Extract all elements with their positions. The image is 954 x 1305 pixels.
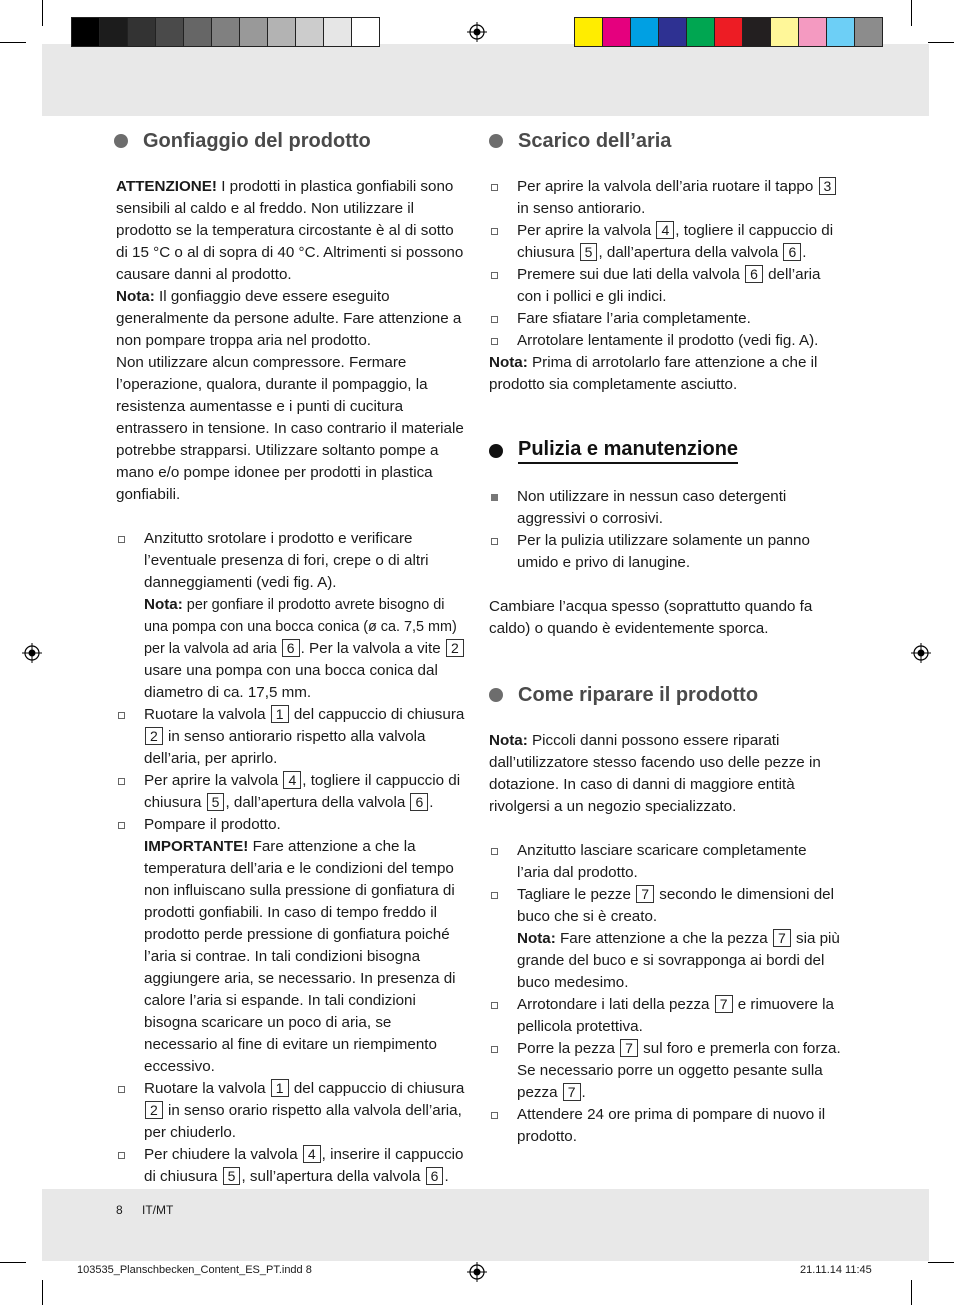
note-paragraph: Nota: Piccoli danni possono essere riparati dall’utilizzatore stesso facendo uso delle pezze in dotazione. In caso di danni di maggiore entità rivolgersi a un negozio specializzato. [489,732,821,815]
warning-paragraph: ATTENZIONE! I prodotti in plastica gonfiabili sono sensibili al caldo e al freddo. Non utilizzare il prodotto se la temperatura circostante è al di sotto di 15 °C o al di sopra di 40 °C. Altrimenti si possono causare danni al prodotto. [116,178,464,283]
bullet-dot-icon [489,688,503,702]
color-swatch [742,17,770,47]
color-swatch [770,17,798,47]
color-swatch [267,17,295,47]
slug-date: 21.11.14 11:45 [800,1264,872,1276]
footer-band [42,1189,929,1261]
bullet-dot-icon [114,134,128,148]
list-item: Per chiudere la valvola 4 , inserire il cappuccio di chiusura 5 , sull’apertura della valvola 6 . [116,1144,466,1188]
part-number: 3 [819,177,837,195]
checkbox-bullet-icon [118,536,125,543]
part-number: 5 [580,243,598,261]
part-number: 4 [283,771,301,789]
part-number: 6 [282,639,300,657]
list-item: Anzitutto lasciare scaricare completamente l’aria dal prodotto. [489,840,841,884]
part-number: 7 [620,1039,638,1057]
checkbox-bullet-icon [491,848,498,855]
page-number: 8 [116,1203,123,1217]
checkbox-bullet-icon [118,822,125,829]
list-item: Attendere 24 ore prima di pompare di nuovo il prodotto. [489,1104,841,1148]
right-column [489,126,841,1148]
list-item: Per aprire la valvola 4 , togliere il cappuccio di chiusura 5 , dall’apertura della valvola 6 . [489,220,841,264]
list-item: Arrotolare lentamente il prodotto (vedi fig. A). [489,330,841,352]
checkbox-bullet-icon [491,228,498,235]
part-number: 6 [783,243,801,261]
part-number: 1 [271,1079,289,1097]
crop-mark [911,0,912,26]
list-item: Non utilizzare in nessun caso detergenti aggressivi o corrosivi. [489,486,841,530]
color-swatch [239,17,267,47]
part-number: 2 [446,639,464,657]
deflation-steps-list [489,176,841,352]
part-number: 2 [145,727,163,745]
part-number: 2 [145,1101,163,1119]
color-swatch [127,17,155,47]
part-number: 5 [207,793,225,811]
cleaning-list [489,486,841,574]
color-swatch [211,17,239,47]
list-item: Per la pulizia utilizzare solamente un panno umido e privo di lanugine. [489,530,841,574]
checkbox-bullet-icon [118,1086,125,1093]
checkbox-bullet-icon [491,184,498,191]
color-swatch [155,17,183,47]
color-swatch [351,17,380,47]
list-item: Ruotare la valvola 1 del cappuccio di chiusura 2 in senso orario rispetto alla valvola dell’aria, per chiuderlo. [116,1078,466,1144]
color-swatch [574,17,602,47]
square-bullet-icon [491,494,498,501]
crop-mark [0,1262,26,1263]
list-item: Porre la pezza 7 sul foro e premerla con forza. Se necessario porre un oggetto pesante sulla pezza 7 . [489,1038,841,1104]
checkbox-bullet-icon [118,1152,125,1159]
registration-mark-icon [911,643,931,663]
note-paragraph: Nota: Prima di arrotolarlo fare attenzione a che il prodotto sia completamente asciutto. [489,354,818,393]
color-swatch [798,17,826,47]
part-number: 6 [410,793,428,811]
color-swatch [323,17,351,47]
bullet-dot-icon [489,444,503,458]
checkbox-bullet-icon [491,1002,498,1009]
list-item: Anzitutto srotolare i prodotto e verificare l’eventuale presenza di fori, crepe o di altri danneggiamenti (vedi fig. A). Nota: per gonfiare il prodotto avrete bisogno di una pompa con una bocca conica (ø ca. 7,5 mm) per la valvola ad aria 6 . Per la valvola a vite 2 usare una pompa con una bocca conica dal diametro di ca. 17,5 mm. [116,528,466,704]
section-heading-scarico: Scarico dell’aria [489,126,841,156]
list-item: Per aprire la valvola 4 , togliere il cappuccio di chiusura 5 , dall’apertura della valvola 6 . [116,770,466,814]
color-swatch [686,17,714,47]
part-number: 7 [563,1083,581,1101]
checkbox-bullet-icon [491,338,498,345]
color-swatch [714,17,742,47]
header-band [42,44,929,116]
list-item: Premere sui due lati della valvola 6 dell’aria con i pollici e gli indici. [489,264,841,308]
list-item: Per aprire la valvola dell’aria ruotare il tappo 3 in senso antiorario. [489,176,841,220]
part-number: 7 [715,995,733,1013]
list-item: Pompare il prodotto. IMPORTANTE! Fare attenzione a che la temperatura dell’aria e le condizioni del tempo non influiscano sulla pressione di gonfiatura di prodotti gonfiabili. In caso di tempo freddo il prodotto perde pressione di gonfiatura poiché l’aria si contrae. In tali condizioni bisogna aggiungere aria, se necessario. In presenza di calore l’aria si espande. In tali condizioni bisogna scaricare un poco di aria, se necessario al fine di evitare un riempimento eccessivo. [116,814,466,1078]
crop-mark [911,1280,912,1305]
crop-mark [42,0,43,26]
registration-mark-icon [467,1262,487,1282]
part-number: 4 [303,1145,321,1163]
checkbox-bullet-icon [491,892,498,899]
color-swatch [295,17,323,47]
slug-filename: 103535_Planschbecken_Content_ES_PT.indd 8 [77,1264,312,1276]
color-swatch [658,17,686,47]
section-heading-riparare: Come riparare il prodotto [489,680,841,710]
process-color-bar [574,17,883,47]
language-code: IT/MT [142,1203,174,1217]
registration-mark-icon [467,22,487,42]
list-item: Arrotondare i lati della pezza 7 e rimuovere la pellicola protettiva. [489,994,841,1038]
water-paragraph: Cambiare l’acqua spesso (soprattutto quando fa caldo) o quando è evidentemente sporca. [489,598,813,637]
part-number: 1 [271,705,289,723]
part-number: 4 [656,221,674,239]
inflation-steps-list [116,528,466,1188]
color-swatch [183,17,211,47]
section-heading-pulizia: Pulizia e manutenzione [489,436,841,466]
checkbox-bullet-icon [118,712,125,719]
color-swatch [826,17,854,47]
bullet-dot-icon [489,134,503,148]
crop-mark [928,1262,954,1263]
checkbox-bullet-icon [491,1112,498,1119]
color-swatch [630,17,658,47]
checkbox-bullet-icon [491,316,498,323]
list-item: Ruotare la valvola 1 del cappuccio di chiusura 2 in senso antiorario rispetto alla valvola dell’aria, per aprirlo. [116,704,466,770]
left-column [116,126,466,1188]
registration-mark-icon [22,643,42,663]
compressor-paragraph: Non utilizzare alcun compressore. Fermare l’operazione, qualora, durante il pompaggio, la resistenza aumentasse e i punti di cucitura entrassero in tensione. In caso contrario il materiale potrebbe strapparsi. Utilizzare soltanto pompe a mano e/o pompe idonee per prodotti in plastica gonfiabili. [116,354,464,503]
checkbox-bullet-icon [491,1046,498,1053]
color-swatch [602,17,630,47]
part-number: 6 [745,265,763,283]
part-number: 6 [426,1167,444,1185]
color-swatch [99,17,127,47]
part-number: 7 [773,929,791,947]
checkbox-bullet-icon [491,538,498,545]
crop-mark [928,42,954,43]
crop-mark [0,42,26,43]
list-item: Tagliare le pezze 7 secondo le dimensioni del buco che si è creato. Nota: Fare attenzione a che la pezza 7 sia più grande del buco e si sovrapponga ai bordi del buco medesimo. [489,884,841,994]
gray-color-bar [71,17,380,47]
color-swatch [71,17,99,47]
part-number: 7 [636,885,654,903]
repair-steps-list [489,840,841,1148]
checkbox-bullet-icon [118,778,125,785]
checkbox-bullet-icon [491,272,498,279]
color-swatch [854,17,883,47]
crop-mark [42,1280,43,1305]
note-paragraph: Nota: Il gonfiaggio deve essere eseguito generalmente da persone adulte. Fare attenzione a non pompare troppa aria nel prodotto. [116,288,462,349]
part-number: 5 [223,1167,241,1185]
list-item: Fare sfiatare l’aria completamente. [489,308,841,330]
section-heading-gonfiaggio: Gonfiaggio del prodotto [114,126,466,156]
